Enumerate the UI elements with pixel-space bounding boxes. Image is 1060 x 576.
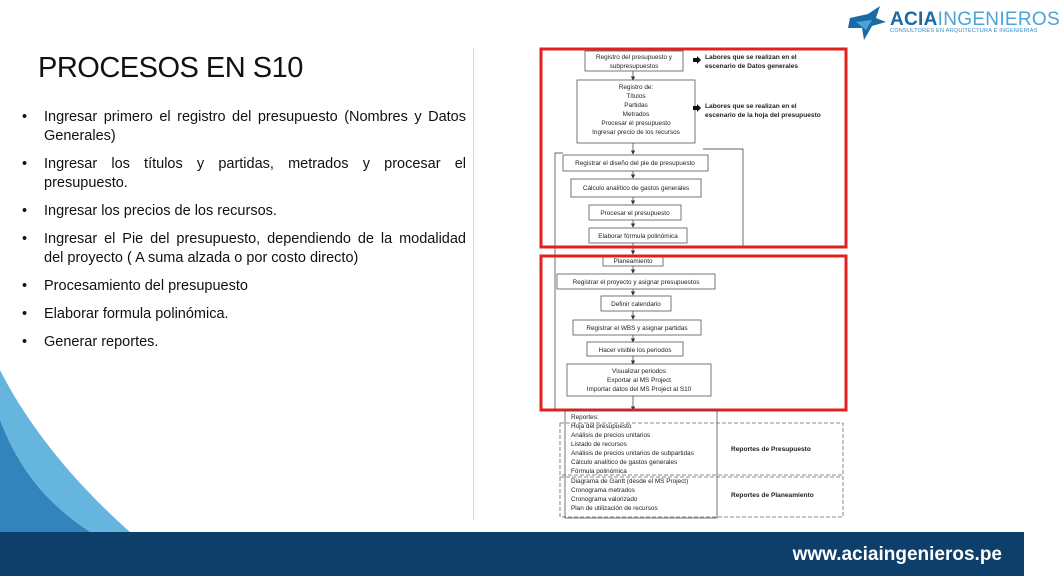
note-text: escenario de la hoja del presupuesto — [705, 112, 821, 119]
bullet-item — [20, 230, 466, 268]
bullet-dot: • — [22, 109, 28, 125]
highlight-frame — [541, 49, 846, 247]
box-text: Exportar al MS Project — [607, 377, 671, 384]
note-text: Labores que se realizan en el — [705, 54, 797, 61]
bullet-item — [20, 108, 466, 146]
process-flow-diagram — [535, 45, 855, 523]
box-text: Elaborar fórmula polinómica — [598, 233, 678, 240]
box-text: Títulos — [626, 93, 646, 100]
box-text: Registrar el WBS y asignar partidas — [586, 325, 688, 332]
report-item: Fórmula polinómica — [571, 468, 627, 475]
report-item: Listado de recursos — [571, 441, 627, 448]
report-item: Cálculo analítico de gastos generales — [571, 459, 678, 466]
box-text: subpresupuestos — [609, 63, 659, 70]
bullet-text: Ingresar los precios de los recursos. — [44, 203, 277, 219]
report-item: Análisis de precios unitarios — [571, 432, 651, 439]
box-text: Partidas — [624, 102, 648, 109]
box-text: Registrar el proyecto y asignar presupuestos — [572, 279, 700, 286]
decorative-wave — [0, 350, 140, 540]
footer-url-link[interactable]: www.aciaingenieros.pe — [792, 544, 1002, 565]
box-text: Hacer visible los periodos — [598, 347, 672, 354]
bullet-dot: • — [22, 231, 28, 247]
bullet-dot: • — [22, 203, 28, 219]
note-arrow-icon — [693, 56, 701, 64]
bullet-dot: • — [22, 156, 28, 172]
box-text: Registrar el diseño del pie de presupuesto — [575, 160, 695, 167]
page-title: PROCESOS EN S10 — [38, 52, 303, 84]
report-item: Cronograma valorizado — [571, 496, 638, 503]
report-item: Plan de utilización de recursos — [571, 505, 658, 512]
box-text: Ingresar precio de los recursos — [592, 129, 680, 136]
box-text: Procesar el presupuesto — [601, 120, 671, 127]
box-text: Definir calendario — [611, 301, 661, 308]
report-item: Hoja del presupuesto — [571, 423, 632, 430]
bullet-item — [20, 305, 466, 324]
bullet-dot: • — [22, 278, 28, 294]
bullet-list — [20, 108, 466, 361]
bullet-item — [20, 277, 466, 296]
vertical-divider — [473, 48, 474, 520]
box-text: Visualizar periodos — [612, 368, 666, 375]
box-text: Registro del presupuesto y — [595, 54, 673, 61]
bullet-item — [20, 202, 466, 221]
bullet-text: Ingresar el Pie del presupuesto, dependiendo de la modalidad del proyecto ( A suma alzada o por costo directo) — [44, 231, 466, 266]
bullet-text: Ingresar los títulos y partidas, metrados y procesar el presupuesto. — [44, 156, 466, 191]
report-item: Diagrama de Gantt (desde el MS Project) — [571, 478, 689, 485]
box-text: Procesar el presupuesto — [600, 210, 670, 217]
bullet-text: Generar reportes. — [44, 334, 159, 350]
reportes-planeamiento-label: Reportes de Planeamiento — [731, 492, 814, 499]
box-text: Importar datos del MS Project al S10 — [586, 386, 692, 393]
logo-tagline: CONSULTORES EN ARQUITECTURA E INGENIERIAS — [890, 28, 1038, 34]
logo-name-bold: ACIA — [890, 9, 938, 30]
note-text: Labores que se realizan en el — [705, 103, 797, 110]
report-item: Reportes: — [571, 414, 599, 421]
note-text: escenario de Datos generales — [705, 63, 799, 70]
bullet-text: Procesamiento del presupuesto — [44, 278, 248, 294]
box-text: Metrados — [622, 111, 650, 118]
bullet-item — [20, 333, 466, 352]
box-text: Planeamiento — [613, 258, 653, 265]
report-item: Análisis de precios unitarios de subpartidas — [571, 450, 694, 457]
bullet-text: Ingresar primero el registro del presupuesto (Nombres y Datos Generales) — [44, 109, 466, 144]
bullet-dot: • — [22, 334, 28, 350]
bullet-item — [20, 155, 466, 193]
bullet-text: Elaborar formula polinómica. — [44, 306, 229, 322]
report-item: Cronograma metrados — [571, 487, 635, 494]
bullet-dot: • — [22, 306, 28, 322]
box-text: Registro de: — [618, 84, 654, 91]
logo-name-light: INGENIEROS — [937, 9, 1060, 30]
box-text: Cálculo analítico de gastos generales — [582, 185, 690, 192]
reportes-presupuesto-label: Reportes de Presupuesto — [731, 446, 811, 453]
